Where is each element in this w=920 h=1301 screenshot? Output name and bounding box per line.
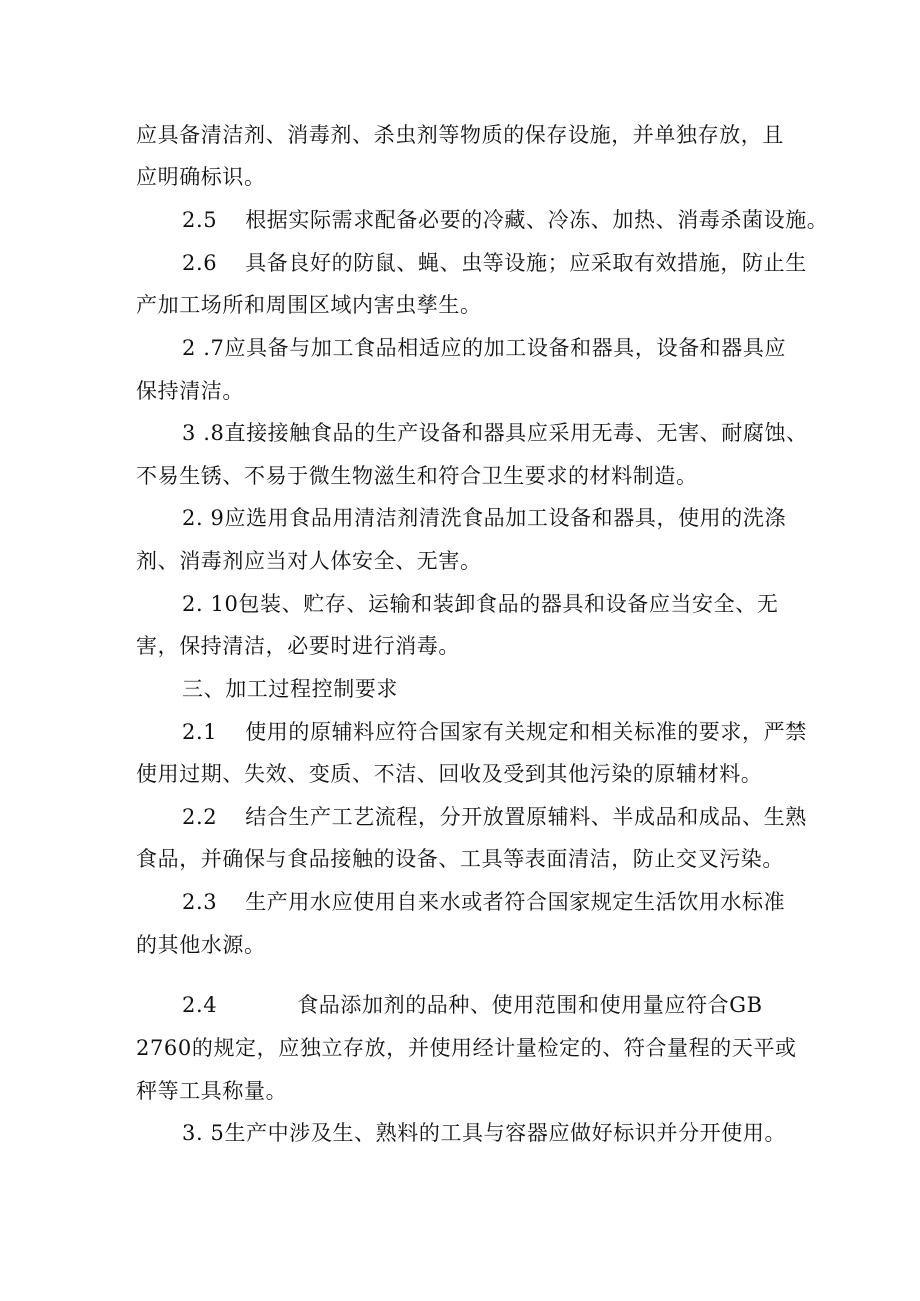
clause-2-3 [182,888,785,916]
text-line: 应明确标识。 [136,165,266,189]
clause-number: 2.6 [182,251,218,275]
section-heading: 三、加工过程控制要求 [182,677,398,701]
clause-2-1 [182,718,807,746]
text-line: 剂、消毒剂应当对人体安全、无害。 [136,549,482,573]
clause-text: 具备良好的防鼠、蝇、虫等设施；应采取有效措施，防止生 [245,251,807,275]
clause-2-7: 2 .7应具备与加工食品相适应的加工设备和器具，设备和器具应 [182,336,787,360]
clause-2-5 [182,206,828,234]
clause-text: 食品添加剂的品种、使用范围和使用量应符合GB [297,993,763,1017]
clause-number: 2.4 [182,993,218,1017]
clause-text: 生产用水应使用自来水或者符合国家规定生活饮用水标准 [245,890,786,914]
clause-text: 结合生产工艺流程，分开放置原辅料、半成品和成品、生熟 [245,805,807,829]
text-line: 产加工场所和周围区域内害虫孳生。 [136,293,482,317]
clause-2-9: 2. 9应选用食品用清洁剂清洗食品加工设备和器具，使用的洗涤 [182,506,787,530]
text-line: 食品，并确保与食品接触的设备、工具等表面清洁，防止交叉污染。 [136,847,784,871]
text-line: 使用过期、失效、变质、不洁、回收及受到其他污染的原辅材料。 [136,762,763,786]
text-line: 应具备清洁剂、消毒剂、杀虫剂等物质的保存设施，并单独存放，且 [136,123,784,147]
text-line: 保持清洁。 [136,379,244,403]
clause-2-10: 2. 10包装、贮存、运输和装卸食品的器具和设备应当安全、无 [182,592,779,616]
clause-number: 2.3 [182,890,218,914]
clause-number: 2.5 [182,208,218,232]
text-line: 的其他水源。 [136,933,266,957]
text-line: 2760的规定，应独立存放，并使用经计量检定的、符合量程的天平或 [136,1036,797,1060]
clause-3-5: 3. 5生产中涉及生、熟料的工具与容器应做好标识并分开使用。 [182,1121,787,1145]
clause-2-6 [182,249,807,277]
clause-text: 根据实际需求配备必要的冷藏、冷冻、加热、消毒杀菌设施。 [245,208,829,232]
clause-3-8: 3 .8直接接触食品的生产设备和器具应采用无毒、无害、耐腐蚀、 [182,421,808,445]
clause-2-4 [182,991,763,1019]
text-line: 秤等工具称量。 [136,1079,288,1103]
clause-2-2 [182,803,807,831]
text-line: 不易生锈、不易于微生物滋生和符合卫生要求的材料制造。 [136,464,698,488]
clause-text: 使用的原辅料应符合国家有关规定和相关标准的要求，严禁 [245,720,807,744]
text-line: 害，保持清洁，必要时进行消毒。 [136,634,460,658]
clause-number: 2.2 [182,805,218,829]
clause-number: 2.1 [182,720,218,744]
